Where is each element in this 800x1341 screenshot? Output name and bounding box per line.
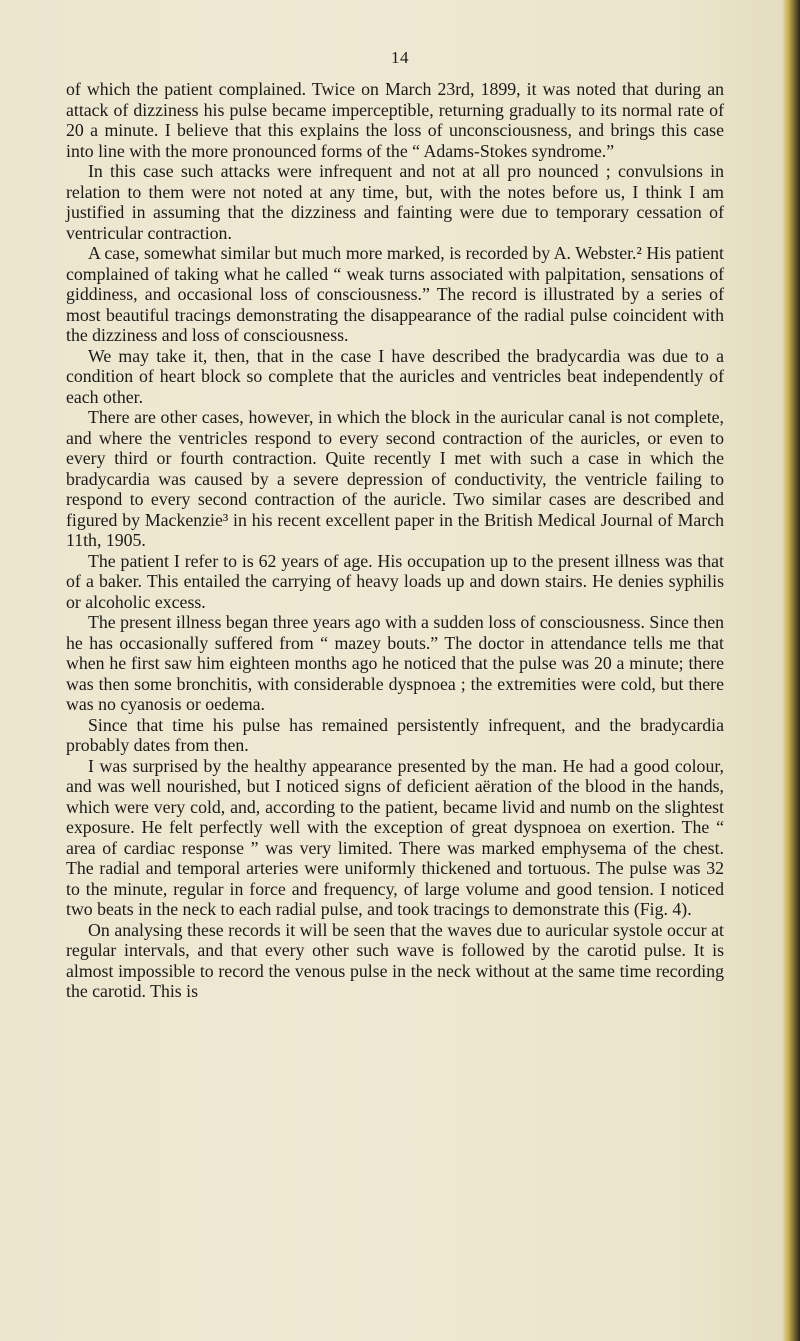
page-edge-shadow: [782, 0, 800, 1341]
body-text: [66, 79, 724, 1002]
page-number: 14: [391, 48, 409, 67]
paragraph: Since that time his pulse has remained persistently infrequent, and the bradycardia probably dates from then.: [66, 714, 724, 755]
paragraph: We may take it, then, that in the case I have described the bradycardia was due to a condition of heart block so complete that the auricles and ventricles beat independently of each other.: [66, 345, 724, 407]
paragraph: There are other cases, however, in which the block in the auricular canal is not complete, and where the ventricles respond to every second contraction of the auricles, or even to every third or fourth contraction. Quite recently I met with such a case in which the bradycardia was caused by a severe depression of conductivity, the ventricle failing to respond to every second contraction of the auricle. Two similar cases are described and figured by Mackenzie³ in his recent excellent paper in the British Medical Journal of March 11th, 1905.: [66, 407, 724, 550]
paragraph: I was surprised by the healthy appearance presented by the man. He had a good colour, and was well nourished, but I noticed signs of deficient aëration of the blood in the hands, which were very cold, and, according to the patient, became livid and numb on the slightest exposure. He felt perfectly well with the exception of great dyspnoea on exertion. The “ area of cardiac response ” was very limited. There was marked emphysema of the chest. The radial and temporal arteries were uniformly thickened and tortuous. The pulse was 32 to the minute, regular in force and frequency, of large volume and good tension. I noticed two beats in the neck to each radial pulse, and took tracings to demonstrate this (Fig. 4).: [66, 755, 724, 919]
paragraph: of which the patient complained. Twice on March 23rd, 1899, it was noted that during an attack of dizziness his pulse became imperceptible, returning gradually to its normal rate of 20 a minute. I believe that this explains the loss of unconsciousness, and brings this case into line with the more pronounced forms of the “ Adams-Stokes syndrome.”: [66, 79, 724, 161]
paragraph: The present illness began three years ago with a sudden loss of consciousness. Since then he has occasionally suffered from “ mazey bouts.” The doctor in attendance tells me that when he first saw him eighteen months ago he noticed that the pulse was 20 a minute; there was then some bronchitis, with considerable dyspnoea ; the extremities were cold, but there was no cyanosis or oedema.: [66, 612, 724, 714]
paragraph: A case, somewhat similar but much more marked, is recorded by A. Webster.² His patient complained of taking what he called “ weak turns associated with palpitation, sensations of giddiness, and occasional loss of consciousness.” The record is illustrated by a series of most beautiful tracings demonstrating the disappearance of the radial pulse coincident with the dizziness and loss of consciousness.: [66, 243, 724, 345]
paragraph: In this case such attacks were infrequent and not at all pro nounced ; convulsions in relation to them were not noted at any time, but, with the notes before us, I think I am justified in assuming that the dizziness and fainting were due to temporary cessation of ventricular contraction.: [66, 161, 724, 243]
paragraph: The patient I refer to is 62 years of age. His occupation up to the present illness was that of a baker. This entailed the carrying of heavy loads up and down stairs. He denies syphilis or alcoholic excess.: [66, 550, 724, 612]
paragraph: On analysing these records it will be seen that the waves due to auricular systole occur at regular intervals, and that every other such wave is followed by the carotid pulse. It is almost impossible to record the venous pulse in the neck without at the same time recording the carotid. This is: [66, 919, 724, 1001]
